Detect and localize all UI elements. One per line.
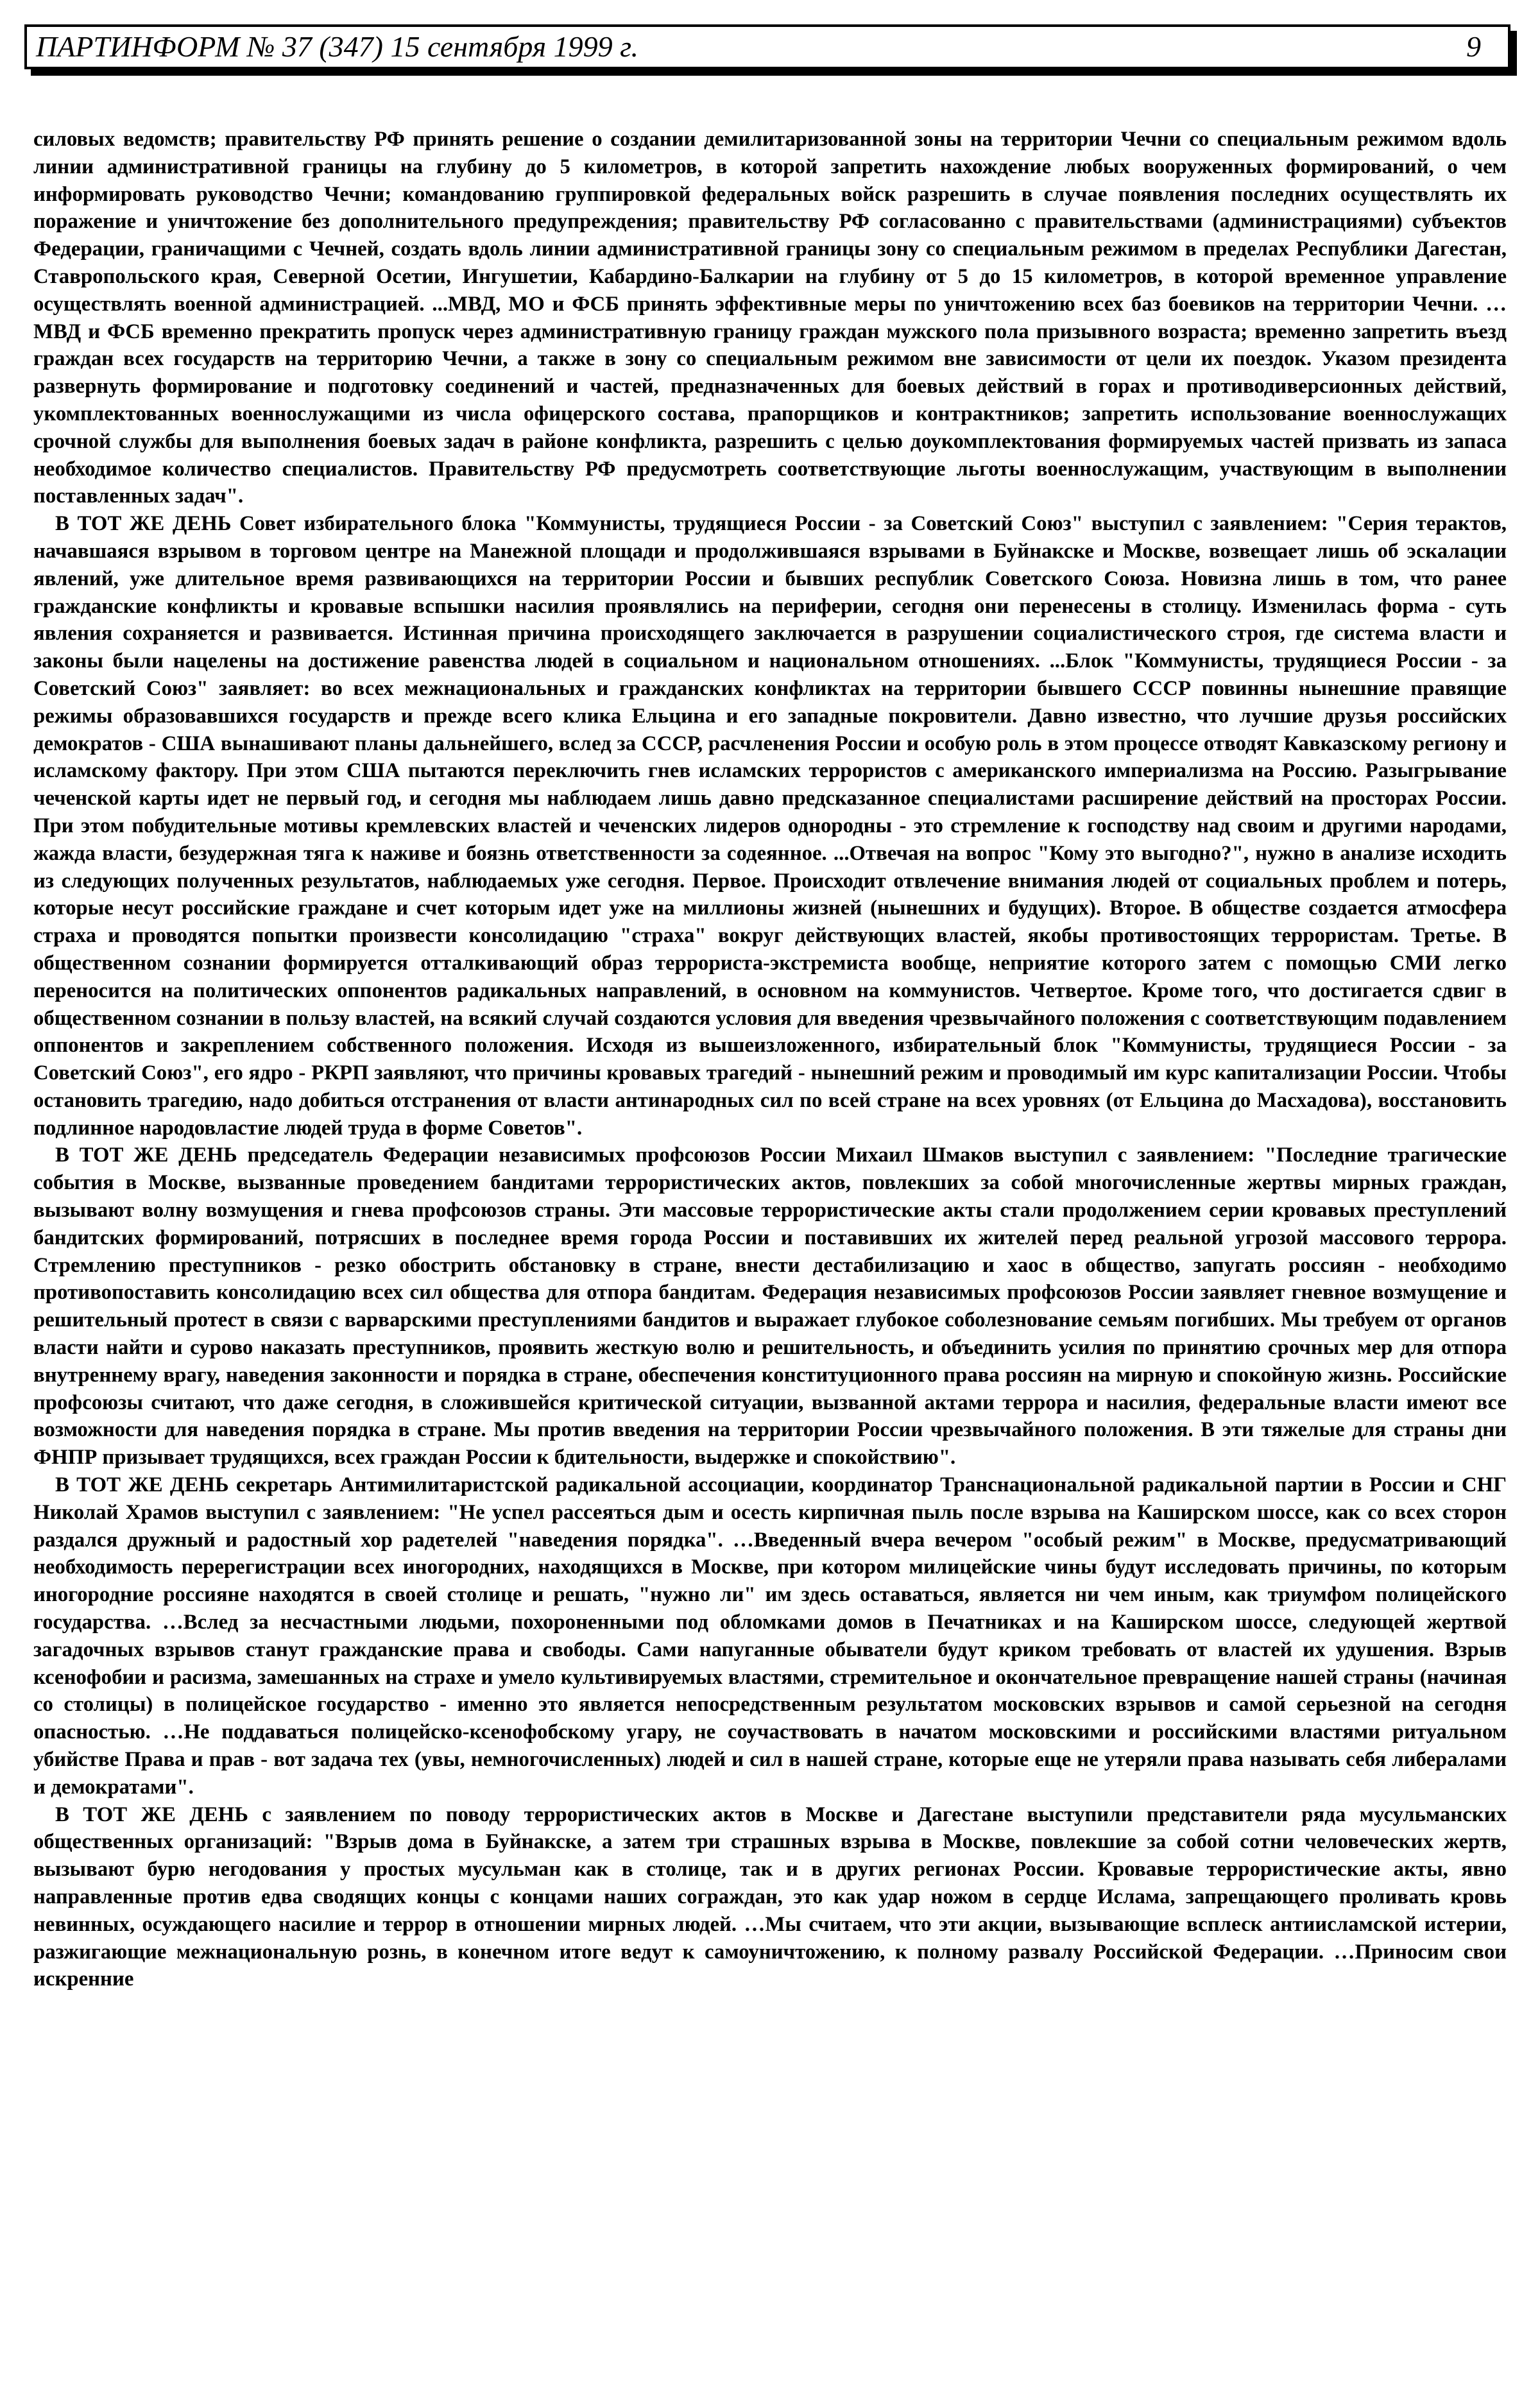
page-header: [24, 24, 1510, 69]
paragraph-muslim-organizations-statement: В ТОТ ЖЕ ДЕНЬ с заявлением по поводу террористических актов в Москве и Дагестане выступили представители ряда мусульманских общественных организаций: "Взрыв дома в Буйнакске, а затем три страшных взрыва в Москве, повлекшие за собой сотни человеческих жертв, вызывают бурю негодования у простых мусульман как в столице, так и в других регионах России. Кровавые террористические акты, явно направленные против едва сводящих концы с концами наших сограждан, это как удар ножом в сердце Ислама, запрещающего проливать кровь невинных, осуждающего насилие и террор в отношении мирных людей. …Мы считаем, что эти акции, вызывающие всплеск антиисламской истерии, разжигающие межнациональную рознь, в конечном итоге ведут к самоуничтожению, к полному развалу Российской Федерации. …Приносим свои искренние: [33, 1803, 1507, 1991]
paragraph-khramov-statement: В ТОТ ЖЕ ДЕНЬ секретарь Антимилитаристской радикальной ассоциации, координатор Транснациональной радикальной партии в России и СНГ Николай Храмов выступил с заявлением: "Не успел рассеяться дым и осесть кирпичная пыль после взрыва на Каширском шоссе, как со всех сторон раздался дружный и радостный хор радетелей "наведения порядка". …Введенный вчера вечером "особый режим" в Москве, предусматривающий необходимость перерегистрации всех иногородних, находящихся в Москве, при котором милицейские чины будут исследовать причины, по которым иногородние россияне находятся в своей столице и решать, "нужно ли" им здесь оставаться, является ни чем иным, как триумфом полицейского государства. …Вслед за несчастными людьми, похороненными под обломками домов в Печатниках и на Каширском шоссе, следующей жертвой загадочных взрывов станут гражданские права и свободы. Сами напуганные обыватели будут криком требовать от властей их удушения. Взрыв ксенофобии и расизма, замешанных на страхе и умело культивируемых властями, стремительное и окончательное превращение нашей страны (начиная со столицы) в полицейское государство - именно это является непосредственным результатом московских взрывов и самой серьезной на сегодня опасностью. …Не поддаваться полицейско-ксенофобскому угару, не соучаствовать в начатом московскими и российскими властями ритуальном убийстве Права и прав - вот задача тех (увы, немногочисленных) людей и сил в нашей стране, которые еще не утеряли права называть себя либералами и демократами".: [33, 1473, 1507, 1799]
page-number: 9: [1466, 30, 1481, 63]
paragraph-fnpr-statement: В ТОТ ЖЕ ДЕНЬ председатель Федерации независимых профсоюзов России Михаил Шмаков выступил с заявлением: "Последние трагические события в Москве, вызванные проведением бандитами террористических актов, повлекших за собой многочисленные жертвы мирных граждан, вызывают волну возмущения и гнева профсоюзов страны. Эти массовые террористические акты стали продолжением серии кровавых преступлений бандитских формирований, потрясших в последнее время города России и поставивших их жителей перед реальной угрозой массового террора. Стремлению преступников - резко обострить обстановку в стране, внести дестабилизацию и хаос в общество, запугать россиян - необходимо противопоставить консолидацию всех сил общества для отпора бандитам. Федерация независимых профсоюзов России заявляет гневное возмущение и решительный протест в связи с варварскими преступлениями бандитов и выражает глубокое соболезнование семьям погибших. Мы требуем от органов власти найти и сурово наказать преступников, проявить жесткую волю и решительность, и объединить усилия по принятию срочных мер для отпора внутреннему врагу, наведения законности и порядка в стране, обеспечения конституционного права россиян на мирную и спокойную жизнь. Российские профсоюзы считают, что даже сегодня, в сложившейся критической ситуации, вызванной актами террора и насилия, федеральные власти имеют все возможности для наведения порядка в стране. Мы против введения на территории России чрезвычайного положения. В эти тяжелые для страны дни ФНПР призывает трудящихся, всех граждан России к бдительности, выдержке и спокойствию".: [33, 1144, 1507, 1469]
header-title: ПАРТИНФОРМ № 37 (347) 15 сентября 1999 г.: [36, 30, 638, 63]
paragraph-communist-bloc-statement: В ТОТ ЖЕ ДЕНЬ Совет избирательного блока "Коммунисты, трудящиеся России - за Советский Союз" выступил с заявлением: "Серия терактов, начавшаяся взрывом в торговом центре на Манежной площади и продолжившаяся взрывами в Буйнакске и Москве, возвещает лишь об эскалации явлений, уже длительное время развивающихся на территории России и бывших республик Советского Союза. Новизна лишь в том, что ранее гражданские конфликты и кровавые вспышки насилия проявлялись на периферии, сегодня они перенесены в столицу. Изменилась форма - суть явления сохраняется и развивается. Истинная причина происходящего заключается в разрушении социалистического строя, где система власти и законы были нацелены на достижение равенства людей в социальном и национальном отношениях. ...Блок "Коммунисты, трудящиеся России - за Советский Союз" заявляет: во всех межнациональных и гражданских конфликтах на территории бывшего СССР повинны нынешние правящие режимы образовавшихся государств и прежде всего клика Ельцина и его западные покровители. Давно известно, что лучшие друзья российских демократов - США вынашивают планы дальнейшего, вслед за СССР, расчленения России и особую роль в этом процессе отводят Кавказскому региону и исламскому фактору. При этом США пытаются переключить гнев исламских террористов с американского империализма на Россию. Разыгрывание чеченской карты идет не первый год, и сегодня мы наблюдаем лишь давно предсказанное специалистами расширение действий на просторах России. При этом побудительные мотивы кремлевских властей и чеченских лидеров однородны - это стремление к господству над своим и другими народами, жажда власти, безудержная тяга к наживе и боязнь ответственности за содеянное. ...Отвечая на вопрос "Кому это выгодно?", нужно в анализе исходить из следующих полученных результатов, наблюдаемых уже сегодня. Первое. Происходит отвлечение внимания людей от социальных проблем и потерь, которые несут российские граждане и счет которым идет уже на миллионы жизней (нынешних и будущих). Второе. В обществе создается атмосфера страха и проводятся попытки произвести консолидацию "страха" вокруг действующих властей, якобы противостоящих террористам. Третье. В общественном сознании формируется отталкивающий образ террориста-экстремиста вообще, неприятие которого затем с помощью СМИ легко переносится на политических оппонентов радикальных направлений, в основном на коммунистов. Четвертое. Кроме того, что достигается сдвиг в общественном сознании в пользу властей, на всякий случай создаются условия для введения чрезвычайного положения с соответствующим подавлением оппонентов и закреплением собственного положения. Исходя из вышеизложенного, избирательный блок "Коммунисты, трудящиеся России - за Советский Союз", его ядро - РКРП заявляют, что причины кровавых трагедий - нынешний режим и проводимый им курс капитализации России. Чтобы остановить трагедию, надо добиться отстранения от власти антинародных сил по всей стране на всех уровнях (от Ельцина до Масхадова), восстановить подлинное народовластие людей труда в форме Советов".: [33, 512, 1507, 1140]
paragraph-continuation: силовых ведомств; правительству РФ принять решение о создании демилитаризованной зоны на территории Чечни со специальным режимом вдоль линии административной границы на глубину до 5 километров, в которой запретить нахождение любых вооруженных формирований, о чем информировать руководство Чечни; командованию группировкой федеральных войск разрешить в случае появления последних осуществлять их поражение и уничтожение без дополнительного предупреждения; правительству РФ согласованно с правительствами (администрациями) субъектов Федерации, граничащими с Чечней, создать вдоль линии административной границы зону со специальным режимом в пределах Республики Дагестан, Ставропольского края, Северной Осетии, Ингушетии, Кабардино-Балкарии на глубину от 5 до 15 километров, в которой временное управление осуществлять военной администрацией. ...МВД, МО и ФСБ принять эффективные меры по уничтожению всех баз боевиков на территории Чечни. …МВД и ФСБ временно прекратить пропуск через административную границу граждан мужского пола призывного возраста; временно запретить въезд граждан всех государств на территорию Чечни, а также в зону со специальным режимом вне зависимости от цели их поездок. Указом президента развернуть формирование и подготовку соединений и частей, предназначенных для боевых действий в горах и противодиверсионных действий, укомплектованных военнослужащими из числа офицерского состава, прапорщиков и контрактников; запретить использование военнослужащих срочной службы для выполнения боевых задач в районе конфликта, разрешить с целью доукомплектования формируемых частей призвать из запаса необходимое количество специалистов. Правительству РФ предусмотреть соответствующие льготы военнослужащим, участвующим в выполнении поставленных задач".: [33, 128, 1507, 508]
article-body: [33, 126, 1507, 2372]
